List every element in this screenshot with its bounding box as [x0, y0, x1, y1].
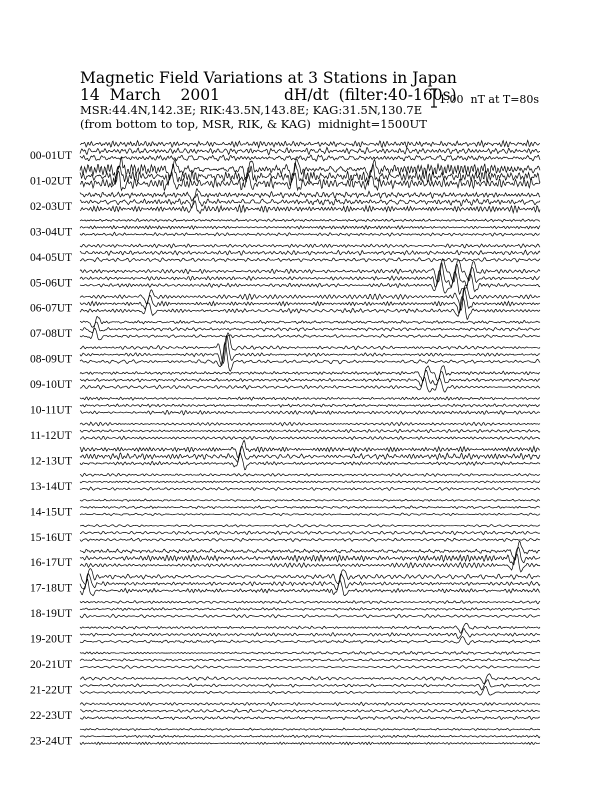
trace-KAG — [80, 601, 540, 604]
trace-KAG — [80, 219, 540, 222]
trace-KAG — [80, 189, 540, 201]
hour-label: 18-19UT — [30, 608, 73, 621]
hour-label: 20-21UT — [30, 659, 73, 671]
trace-MSR — [80, 328, 540, 340]
hour-label: 09-10UT — [30, 379, 73, 392]
hour-row-08-09UT — [30, 333, 540, 371]
trace-MSR — [80, 155, 540, 161]
hour-row-15-16UT — [30, 525, 540, 544]
trace-MSR — [80, 637, 540, 645]
hour-label: 15-16UT — [30, 531, 73, 544]
trace-RIK — [80, 506, 540, 509]
trace-RIK — [80, 481, 540, 483]
trace-MSR — [80, 742, 540, 745]
trace-MSR — [80, 513, 540, 516]
hour-row-03-04UT — [30, 219, 540, 239]
hour-label: 23-24UT — [30, 735, 73, 748]
hour-label: 13-14UT — [30, 480, 73, 493]
trace-KAG — [80, 397, 540, 400]
hour-label: 07-08UT — [30, 328, 73, 341]
station-coordinates: MSR:44.4N,142.3E; RIK:43.5N,143.8E; KAG:31.5N,130.7E — [80, 103, 423, 117]
hour-row-22-23UT — [30, 702, 540, 722]
trace-KAG — [80, 674, 540, 684]
hour-label: 11-12UT — [30, 429, 72, 442]
trace-MSR — [80, 666, 540, 669]
scale-label: 1.00 nT at T=80s — [439, 93, 540, 106]
hour-row-10-11UT — [30, 397, 540, 417]
hour-row-12-13UT — [30, 440, 540, 470]
trace-MSR — [80, 342, 540, 371]
trace-MSR — [80, 258, 540, 262]
trace-MSR — [80, 614, 540, 618]
trace-MSR — [80, 579, 540, 595]
trace-MSR — [80, 686, 540, 695]
trace-KAG — [80, 728, 540, 730]
trace-KAG — [80, 140, 540, 147]
trace-KAG — [80, 623, 540, 633]
trace-MSR — [80, 436, 540, 439]
trace-MSR — [80, 716, 540, 720]
trace-KAG — [80, 499, 540, 502]
hour-label: 19-20UT — [30, 633, 73, 646]
hour-label: 03-04UT — [30, 226, 73, 239]
chart-quantity: dH/dt (filter:40-160s) — [284, 86, 457, 104]
hour-row-21-22UT — [30, 674, 540, 697]
trace-RIK — [80, 629, 540, 639]
trace-KAG — [80, 473, 540, 476]
hour-row-11-12UT — [30, 422, 540, 442]
trace-RIK — [80, 735, 540, 738]
trace-KAG — [80, 244, 540, 248]
trace-KAG — [80, 525, 540, 528]
trace-MSR — [80, 297, 540, 320]
chart-date: 14 March 2001 — [80, 86, 220, 104]
hour-row-04-05UT — [30, 244, 540, 264]
trace-RIK — [80, 147, 540, 154]
hour-label: 16-17UT — [30, 557, 73, 570]
hour-label: 00-01UT — [30, 150, 73, 162]
hour-label: 01-02UT — [30, 175, 73, 188]
trace-MSR — [80, 171, 540, 190]
trace-MSR — [80, 232, 540, 236]
hour-row-23-24UT — [30, 728, 540, 747]
hour-label: 10-11UT — [30, 404, 72, 417]
hour-label: 04-05UT — [30, 251, 73, 264]
hour-label: 06-07UT — [30, 302, 73, 315]
hour-label: 05-06UT — [30, 277, 73, 290]
hour-row-13-14UT — [30, 473, 540, 493]
hour-row-19-20UT — [30, 623, 540, 645]
trace-KAG — [80, 259, 540, 283]
trace-MSR — [80, 453, 540, 470]
trace-RIK — [80, 322, 540, 333]
hour-row-20-21UT — [30, 651, 540, 671]
trace-KAG — [80, 702, 540, 706]
trace-MSR — [80, 487, 540, 490]
trace-KAG — [80, 569, 540, 585]
trace-RIK — [80, 659, 540, 662]
trace-KAG — [80, 422, 540, 426]
hour-row-00-01UT — [30, 140, 540, 162]
hour-row-16-17UT — [30, 541, 540, 572]
hour-label: 12-13UT — [30, 455, 73, 468]
hour-row-07-08UT — [30, 317, 540, 341]
hour-label: 17-18UT — [30, 582, 73, 595]
hour-row-18-19UT — [30, 601, 540, 621]
hour-label: 22-23UT — [30, 709, 73, 722]
trace-MSR — [80, 538, 540, 541]
hour-label: 14-15UT — [30, 506, 73, 519]
trace-RIK — [80, 531, 540, 535]
hour-row-17-18UT — [30, 569, 540, 596]
trace-RIK — [80, 709, 540, 713]
trace-RIK — [80, 680, 540, 690]
hour-label: 02-03UT — [30, 200, 73, 213]
hour-row-01-02UT — [30, 157, 540, 191]
trace-RIK — [80, 226, 540, 230]
trace-KAG — [80, 440, 540, 458]
hour-row-14-15UT — [30, 499, 540, 518]
trace-KAG — [80, 317, 540, 328]
hour-row-02-03UT — [30, 189, 540, 213]
trace-RIK — [80, 608, 540, 611]
chart-title: Magnetic Field Variations at 3 Stations in Japan — [80, 69, 457, 87]
hour-row-06-07UT — [30, 285, 540, 320]
trace-order-note: (from bottom to top, MSR, RIK, & KAG) midnight=1500UT — [80, 117, 427, 131]
trace-KAG — [80, 366, 540, 382]
trace-KAG — [80, 651, 540, 654]
trace-RIK — [80, 429, 540, 432]
trace-MSR — [80, 377, 540, 392]
hour-label: 08-09UT — [30, 353, 73, 366]
trace-MSR — [80, 410, 540, 415]
hour-row-09-10UT — [30, 366, 540, 392]
trace-RIK — [80, 404, 540, 407]
trace-RIK — [80, 250, 540, 255]
hour-label: 21-22UT — [30, 684, 73, 697]
